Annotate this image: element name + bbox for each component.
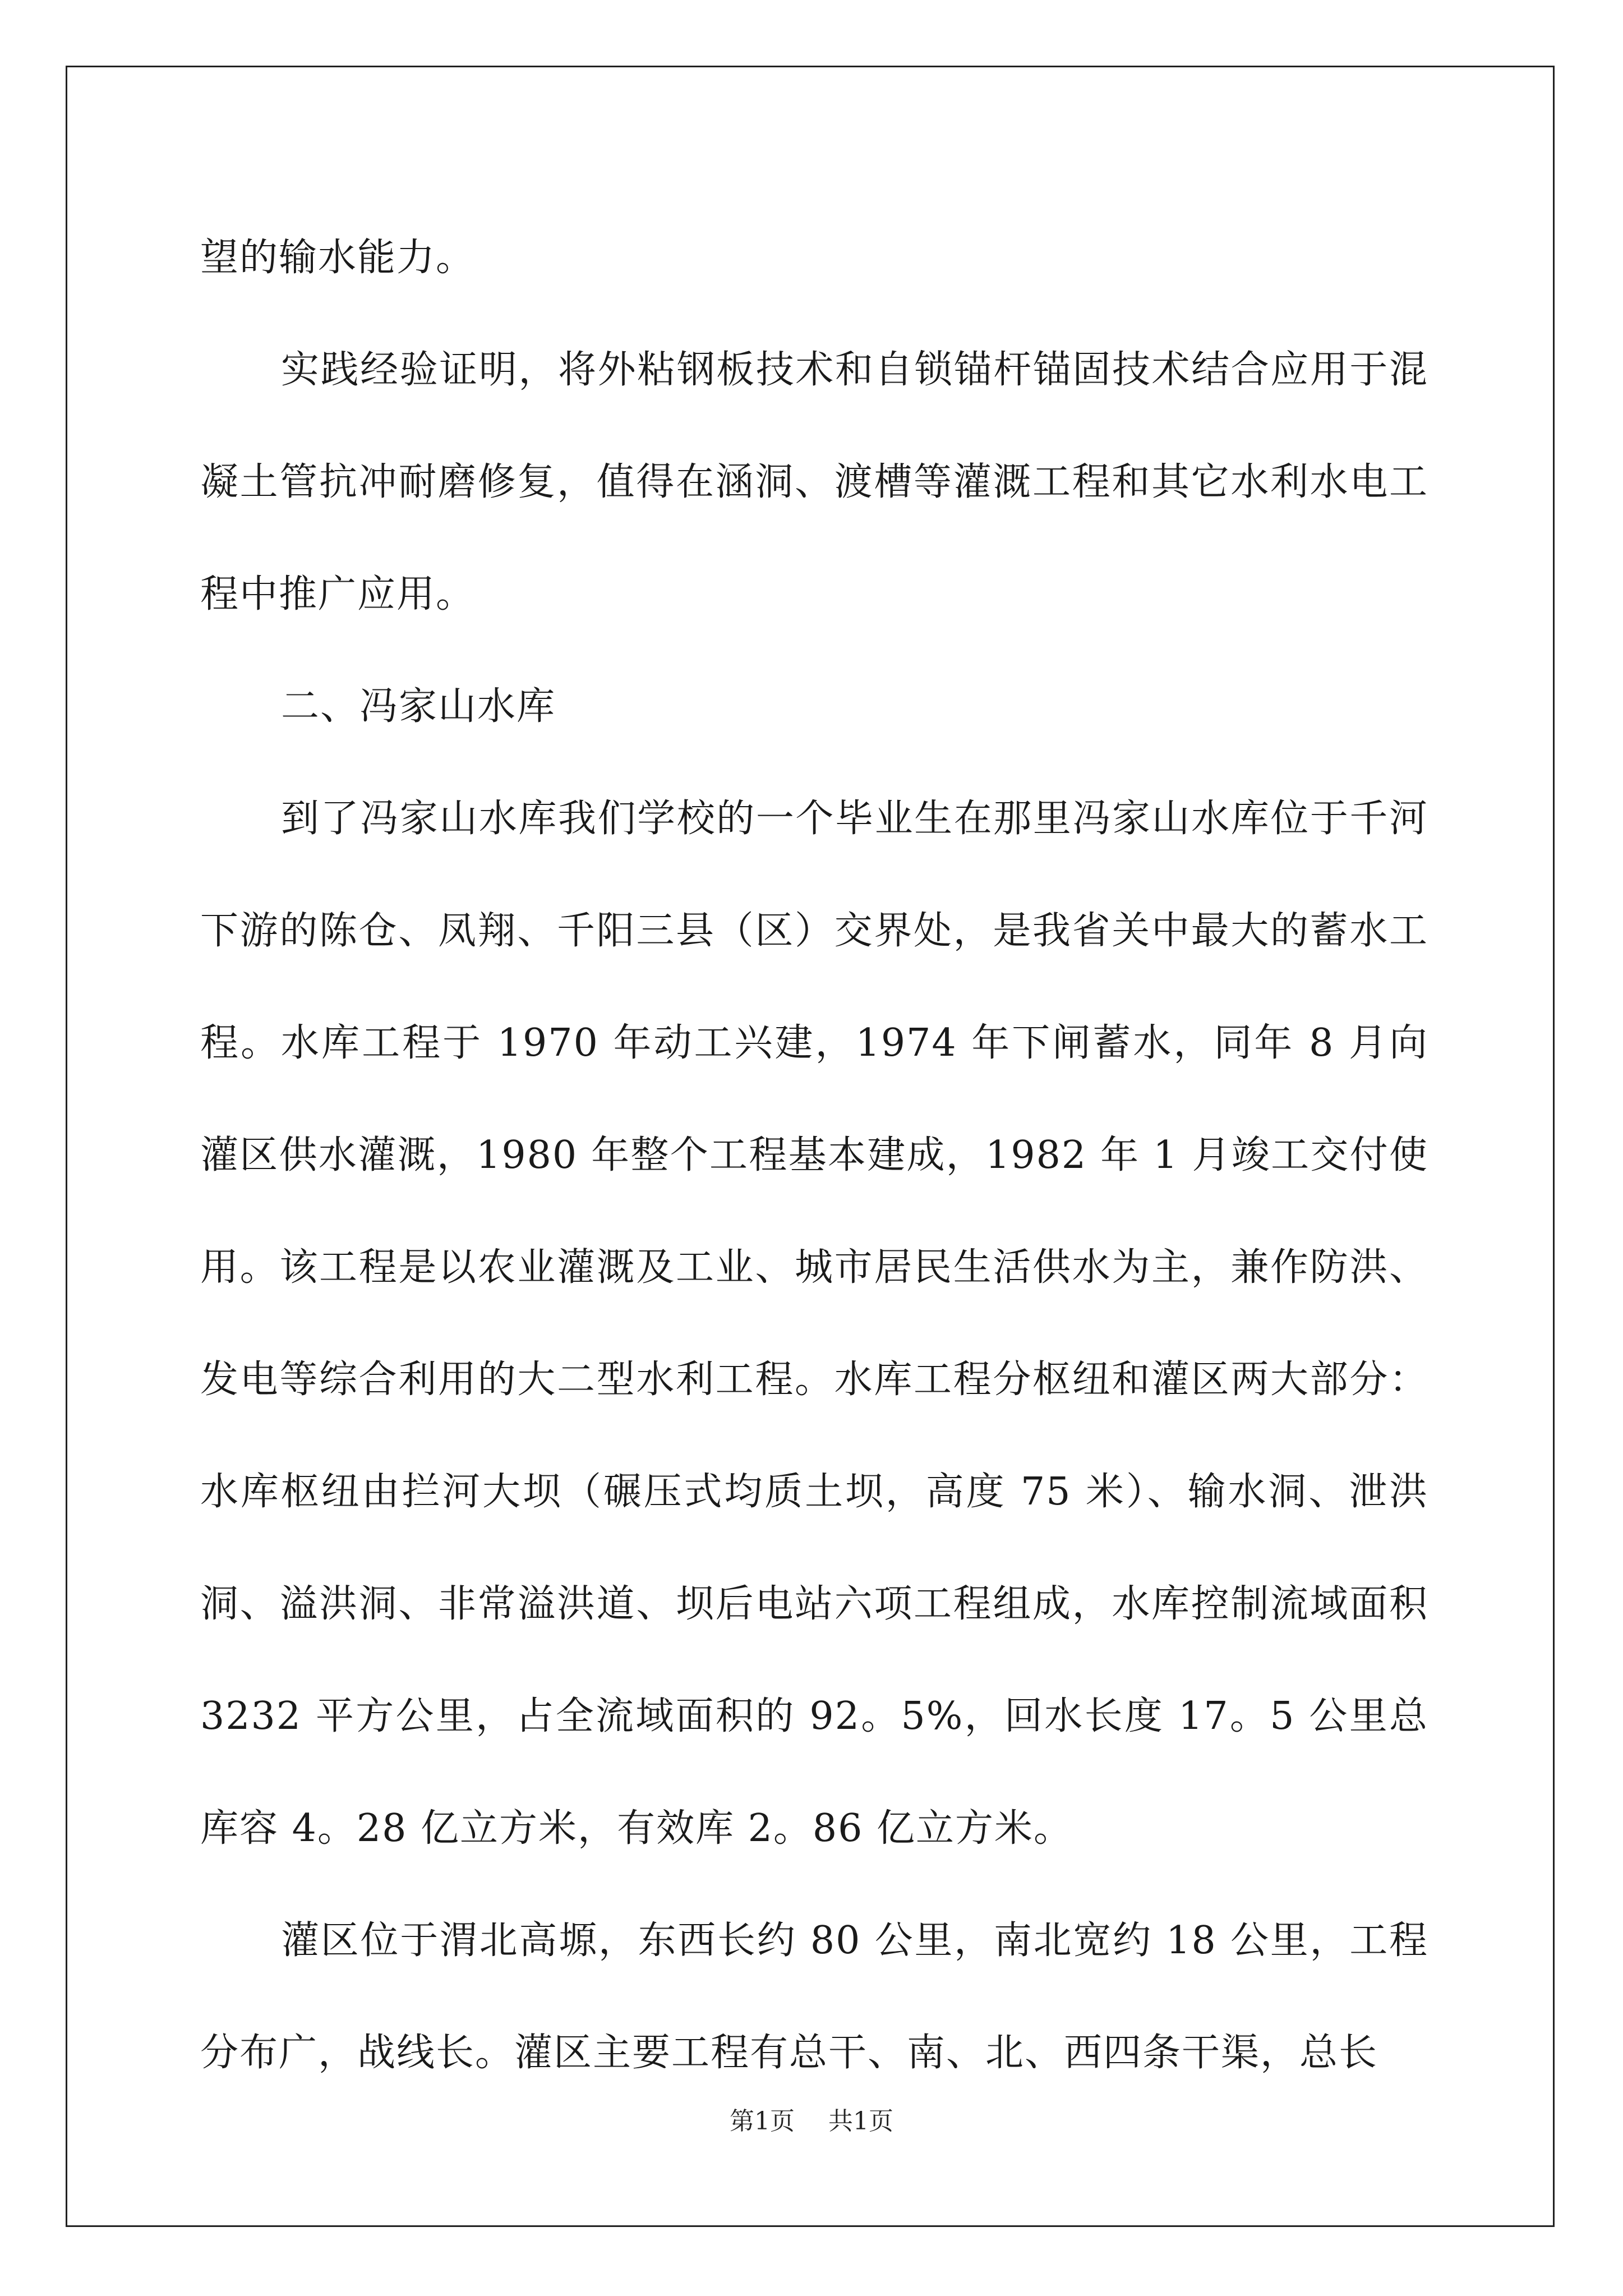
page-footer xyxy=(0,2101,1623,2137)
paragraph: 灌区位于渭北高塬，东西长约 80 公里，南北宽约 18 公里，工程分布广，战线长。灌区主要工程有总干、南、北、西四条干渠，总长 xyxy=(200,1918,1428,2075)
paragraph: 到了冯家山水库我们学校的一个毕业生在那里冯家山水库位于千河下游的陈仓、凤翔、千阳三县（区）交界处，是我省关中最大的蓄水工程。水库工程于 1970 年动工兴建，1974 年下闸蓄水，同年 8 月向灌区供水灌溉，1980 年整个工程基本建成，1982 年 1 月竣工交付使用。该工程是以农业灌溉及工业、城市居民生活供水为主，兼作防洪、发电等综合利用的大二型水利工程。水库工程分枢纽和灌区两大部分：水库枢纽由拦河大坝（碾压式均质土坝，高度 75 米）、输水洞、泄洪洞、溢洪洞、非常溢洪道、坝后电站六项工程组成，水库控制流域面积 3232 平方公里，占全流域面积的 92。5%，回水长度 17。5 公里总库容 4。28 亿立方米，有效库 2。86 亿立方米。 xyxy=(200,797,1428,1851)
paragraph: 实践经验证明，将外粘钢板技术和自锁锚杆锚固技术结合应用于混凝土管抗冲耐磨修复，值得在涵洞、渡槽等灌溉工程和其它水利水电工程中推广应用。 xyxy=(200,348,1428,616)
page-total: 共1页 xyxy=(828,2107,893,2136)
document-body xyxy=(200,202,1428,2109)
section-heading: 二、冯家山水库 xyxy=(281,684,556,729)
paragraph: 望的输水能力。 xyxy=(200,236,476,280)
page-number: 第1页 xyxy=(730,2107,795,2136)
